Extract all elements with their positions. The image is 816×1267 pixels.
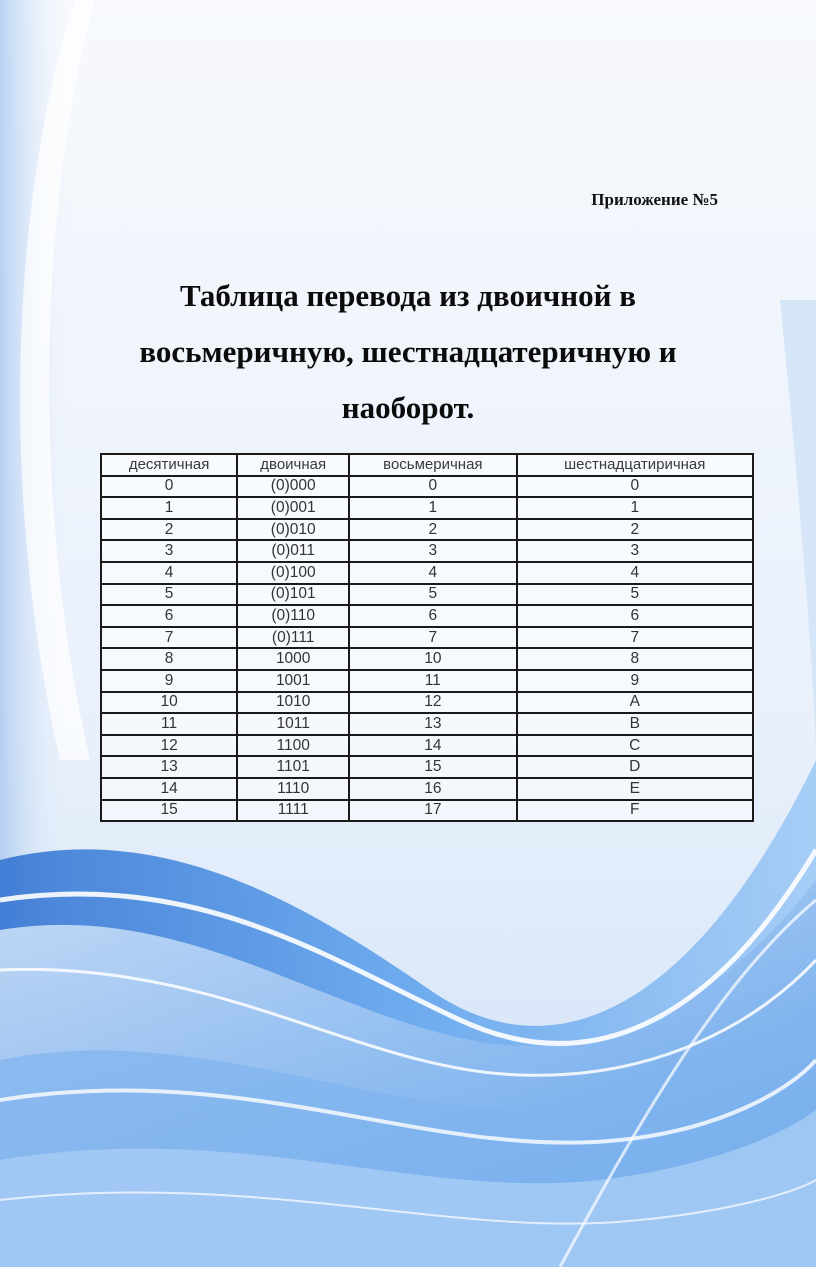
cell-hex: 6: [517, 605, 753, 627]
cell-octal: 7: [349, 627, 516, 649]
table-row: [101, 497, 753, 519]
cell-decimal: 10: [101, 692, 237, 714]
cell-binary: 1100: [237, 735, 349, 757]
cell-binary: (0)101: [237, 584, 349, 606]
cell-decimal: 5: [101, 584, 237, 606]
cell-binary: (0)001: [237, 497, 349, 519]
title-line-3: наоборот.: [341, 390, 475, 425]
cell-octal: 10: [349, 648, 516, 670]
cell-hex: 1: [517, 497, 753, 519]
cell-binary: 1111: [237, 800, 349, 822]
cell-hex: D: [517, 756, 753, 778]
header-binary: двоичная: [237, 454, 349, 476]
cell-hex: 3: [517, 540, 753, 562]
cell-hex: 9: [517, 670, 753, 692]
cell-octal: 2: [349, 519, 516, 541]
cell-hex: 5: [517, 584, 753, 606]
cell-octal: 4: [349, 562, 516, 584]
cell-binary: (0)011: [237, 540, 349, 562]
header-octal: восьмеричная: [349, 454, 516, 476]
cell-binary: (0)111: [237, 627, 349, 649]
cell-octal: 15: [349, 756, 516, 778]
table-row: [101, 800, 753, 822]
table-row: [101, 648, 753, 670]
cell-hex: E: [517, 778, 753, 800]
table-row: [101, 476, 753, 498]
cell-decimal: 6: [101, 605, 237, 627]
table-row: [101, 562, 753, 584]
cell-binary: 1110: [237, 778, 349, 800]
cell-octal: 16: [349, 778, 516, 800]
cell-hex: 8: [517, 648, 753, 670]
cell-decimal: 4: [101, 562, 237, 584]
header-decimal: десятичная: [101, 454, 237, 476]
cell-hex: A: [517, 692, 753, 714]
cell-hex: 4: [517, 562, 753, 584]
cell-decimal: 14: [101, 778, 237, 800]
cell-octal: 13: [349, 713, 516, 735]
cell-octal: 17: [349, 800, 516, 822]
table-row: [101, 627, 753, 649]
cell-decimal: 3: [101, 540, 237, 562]
annex-label: Приложение №5: [591, 190, 718, 209]
cell-binary: 1001: [237, 670, 349, 692]
cell-decimal: 8: [101, 648, 237, 670]
cell-decimal: 9: [101, 670, 237, 692]
document-title: [60, 268, 756, 436]
cell-octal: 12: [349, 692, 516, 714]
cell-decimal: 15: [101, 800, 237, 822]
cell-octal: 0: [349, 476, 516, 498]
cell-binary: 1101: [237, 756, 349, 778]
cell-octal: 14: [349, 735, 516, 757]
table-row: [101, 735, 753, 757]
cell-binary: 1010: [237, 692, 349, 714]
table-row: [101, 778, 753, 800]
cell-decimal: 11: [101, 713, 237, 735]
cell-hex: B: [517, 713, 753, 735]
table-row: [101, 692, 753, 714]
table-body: [101, 476, 753, 822]
cell-hex: C: [517, 735, 753, 757]
cell-decimal: 7: [101, 627, 237, 649]
table-row: [101, 670, 753, 692]
table-row: [101, 540, 753, 562]
cell-binary: (0)100: [237, 562, 349, 584]
table-row: [101, 605, 753, 627]
title-line-1: Таблица перевода из двоичной в: [179, 278, 637, 313]
cell-hex: 0: [517, 476, 753, 498]
cell-binary: (0)000: [237, 476, 349, 498]
cell-octal: 6: [349, 605, 516, 627]
cell-hex: 7: [517, 627, 753, 649]
header-hex: шестнадцатиричная: [517, 454, 753, 476]
cell-octal: 3: [349, 540, 516, 562]
table-row: [101, 519, 753, 541]
table-row: [101, 756, 753, 778]
cell-hex: F: [517, 800, 753, 822]
cell-decimal: 0: [101, 476, 237, 498]
cell-binary: 1011: [237, 713, 349, 735]
cell-binary: (0)110: [237, 605, 349, 627]
conversion-table: [100, 453, 754, 822]
cell-binary: (0)010: [237, 519, 349, 541]
cell-octal: 5: [349, 584, 516, 606]
cell-octal: 1: [349, 497, 516, 519]
title-line-2: восьмеричную, шестнадцатеричную и: [139, 334, 677, 369]
cell-hex: 2: [517, 519, 753, 541]
table-row: [101, 584, 753, 606]
cell-decimal: 1: [101, 497, 237, 519]
cell-decimal: 12: [101, 735, 237, 757]
table-row: [101, 713, 753, 735]
cell-octal: 11: [349, 670, 516, 692]
cell-binary: 1000: [237, 648, 349, 670]
table-header-row: [101, 454, 753, 476]
cell-decimal: 13: [101, 756, 237, 778]
cell-decimal: 2: [101, 519, 237, 541]
